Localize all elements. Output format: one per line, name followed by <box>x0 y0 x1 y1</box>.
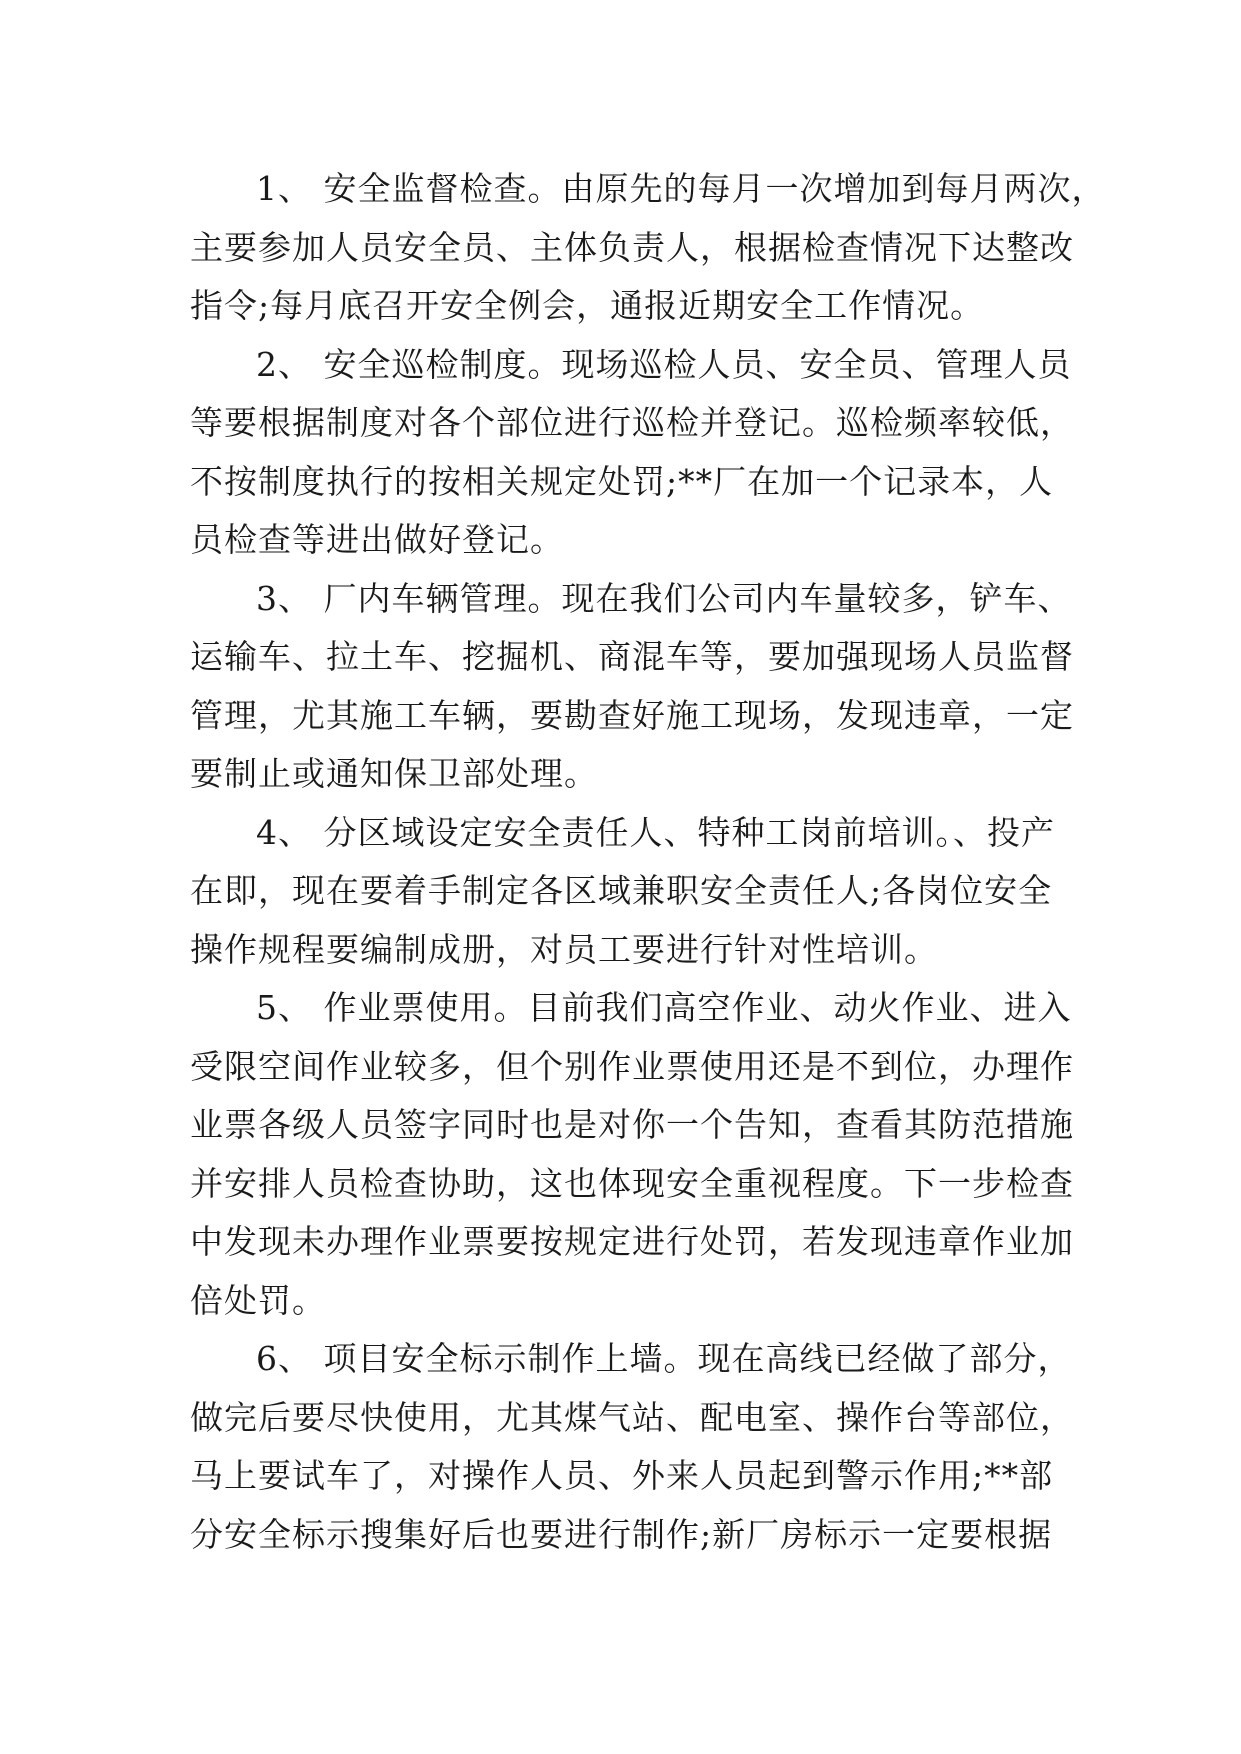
text-line: 马上要试车了，对操作人员、外来人员起到警示作用;**部 <box>190 1456 1054 1495</box>
text-line: 4、 分区域设定安全责任人、特种工岗前培训。、投产 <box>256 812 1055 852</box>
paragraph-4 <box>190 804 1070 980</box>
text-line: 做完后要尽快使用，尤其煤气站、配电室、操作台等部位， <box>190 1397 1074 1437</box>
text-line: 管理，尤其施工车辆，要勘查好施工现场，发现违章，一定 <box>190 695 1074 735</box>
text-line: 在即，现在要着手制定各区域兼职安全责任人;各岗位安全 <box>190 871 1053 910</box>
text-line: 倍处罚。 <box>190 1280 326 1320</box>
paragraph-5 <box>190 979 1074 1330</box>
document-body <box>190 160 1106 1564</box>
text-line: 等要根据制度对各个部位进行巡检并登记。巡检频率较低， <box>190 403 1074 442</box>
text-line: 6、 项目安全标示制作上墙。现在高线已经做了部分， <box>256 1339 1072 1378</box>
text-line: 要制止或通知保卫部处理。 <box>190 754 598 793</box>
paragraph-6 <box>190 1330 1074 1564</box>
text-line: 2、 安全巡检制度。现场巡检人员、安全员、管理人员 <box>256 344 1072 384</box>
text-line: 不按制度执行的按相关规定处罚;**厂在加一个记录本，人 <box>190 461 1054 501</box>
text-line: 中发现未办理作业票要按规定进行处罚，若发现违章作业加 <box>190 1222 1074 1261</box>
text-line: 并安排人员检查协助，这也体现安全重视程度。下一步检查 <box>190 1163 1074 1203</box>
text-line: 业票各级人员签字同时也是对你一个告知，查看其防范措施 <box>190 1105 1074 1144</box>
text-line: 3、 厂内车辆管理。现在我们公司内车量较多，铲车、 <box>256 578 1072 618</box>
text-line: 主要参加人员安全员、主体负责人，根据检查情况下达整改 <box>190 227 1074 267</box>
text-line: 1、 安全监督检查。由原先的每月一次增加到每月两次， <box>256 169 1106 208</box>
text-line: 受限空间作业较多，但个别作业票使用还是不到位，办理作 <box>190 1046 1074 1086</box>
paragraph-3 <box>190 570 1074 804</box>
text-line: 运输车、拉土车、挖掘机、商混车等，要加强现场人员监督 <box>190 637 1074 676</box>
text-line: 分安全标示搜集好后也要进行制作;新厂房标示一定要根据 <box>190 1514 1053 1554</box>
text-line: 员检查等进出做好登记。 <box>190 520 564 559</box>
text-line: 操作规程要编制成册，对员工要进行针对性培训。 <box>190 929 938 969</box>
paragraph-2 <box>190 336 1074 570</box>
text-line: 指令;每月底召开安全例会，通报近期安全工作情况。 <box>190 286 985 325</box>
text-line: 5、 作业票使用。目前我们高空作业、动火作业、进入 <box>256 988 1072 1027</box>
paragraph-1 <box>190 160 1106 336</box>
